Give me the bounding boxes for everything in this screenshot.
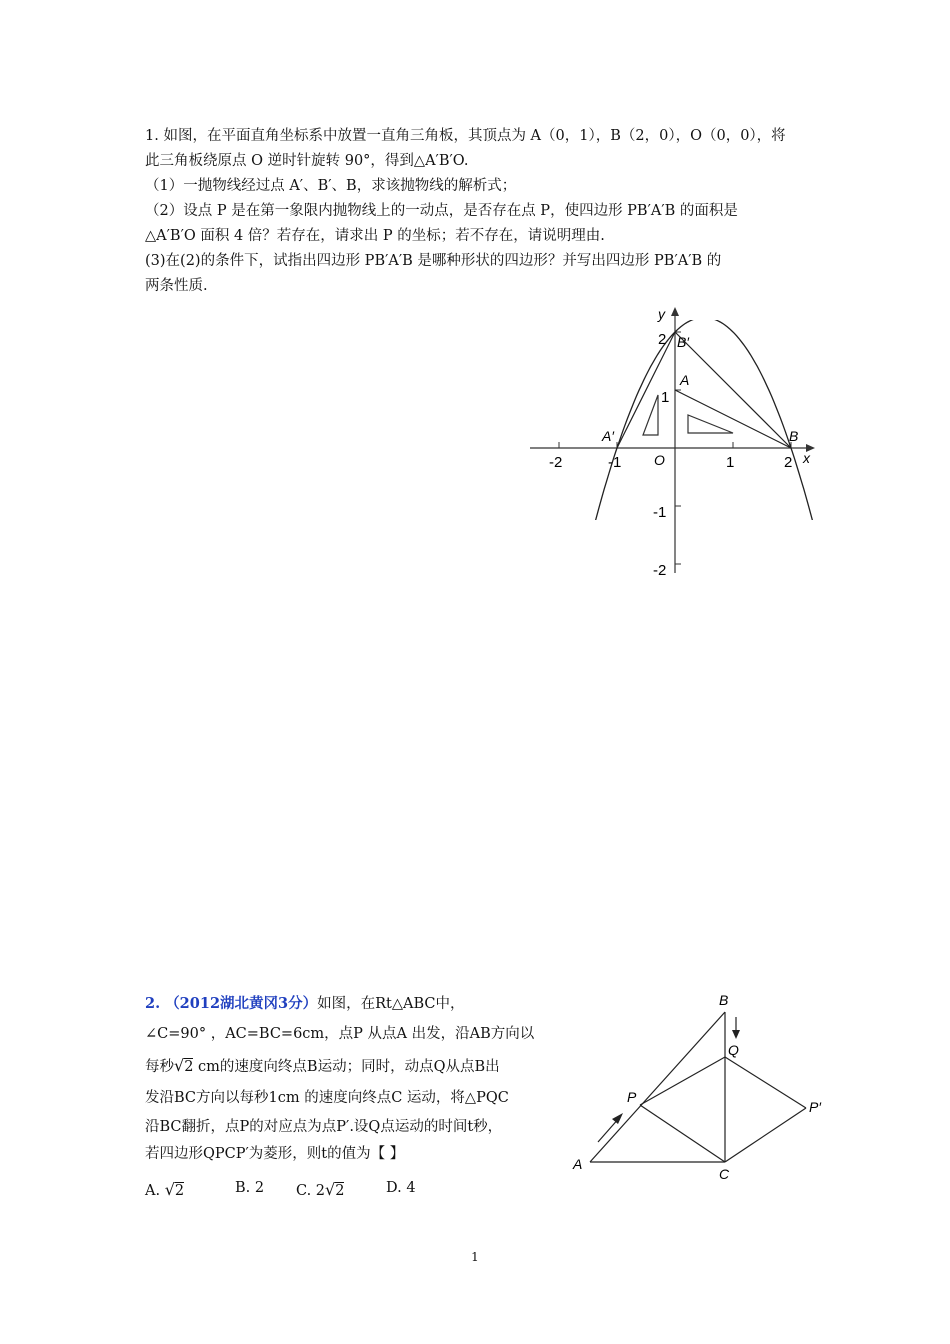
q2-source: 2. （2012湖北黄冈3分） — [145, 995, 318, 1012]
y-axis-label: y — [658, 306, 665, 322]
q2-line-3 — [145, 1056, 500, 1077]
choice-b: B. 2 — [235, 1180, 265, 1196]
label-a: A — [680, 372, 690, 388]
q1-part-2-cont: △A′B′O 面积 4 倍？若存在，请求出 P 的坐标；若不存在，请说明理由. — [145, 228, 605, 244]
q1-coordinate-figure — [525, 305, 825, 585]
q1-part-1: （1）一抛物线经过点 A′、B′、B，求该抛物线的解析式； — [145, 178, 517, 194]
y-tick-2: 2 — [658, 331, 667, 348]
small-triangle-right — [688, 415, 733, 433]
q1-part-2: （2）设点 P 是在第一象限内抛物线上的一动点，是否存在点 P，使四边形 PB′A′B 的面积是 — [145, 203, 738, 219]
q1-line-1: 1. 如图，在平面直角坐标系中放置一直角三角板，其顶点为 A（0，1），B（2，0），O（0，0），将 — [145, 128, 786, 144]
q1-line-2: 此三角板绕原点 O 逆时针旋转 90°，得到△A′B′O. — [145, 153, 469, 169]
x-axis-label: x — [803, 450, 810, 466]
label-A: A — [573, 1156, 583, 1172]
q2-line-3-b: cm的速度向终点B运动；同时，动点Q从点B出 — [198, 1059, 500, 1075]
y-tick-1: 1 — [661, 389, 670, 406]
q2-line-2: ∠C=90° ，AC=BC=6cm，点P 从点A 出发，沿AB方向以 — [145, 1026, 535, 1042]
q2-line-1-text: 如图，在Rt△ABC中， — [317, 996, 465, 1012]
q2-line-1 — [145, 994, 465, 1014]
origin-label: O — [654, 452, 665, 468]
q1-part-3-cont: 两条性质. — [145, 278, 208, 294]
label-b-prime: B′ — [677, 334, 689, 350]
label-b: B — [789, 428, 799, 444]
y-axis-arrow — [671, 307, 679, 316]
label-P-prime: P′ — [809, 1099, 821, 1115]
small-triangle-left — [643, 395, 658, 435]
x-tick-2: 2 — [784, 454, 793, 471]
y-tick-neg1: -1 — [653, 504, 667, 521]
q2-line-4: 发沿BC方向以每秒1cm 的速度向终点C 运动，将△PQC — [145, 1090, 509, 1106]
q1-part-3: (3)在(2)的条件下，试指出四边形 PB′A′B 是哪种形状的四边形？并写出四边形 PB′A′B 的 — [145, 253, 722, 269]
page-number: 1 — [471, 1250, 479, 1264]
q2-line-3-a: 每秒 — [145, 1059, 174, 1075]
x-tick-neg1: -1 — [608, 454, 622, 471]
q2-line-5: 沿BC翻折，点P的对应点为点P′.设Q点运动的时间t秒， — [145, 1119, 503, 1135]
label-C: C — [719, 1166, 730, 1182]
sqrt-2-speed: √2 — [174, 1056, 194, 1075]
x-tick-neg2: -2 — [549, 454, 563, 471]
choice-a: A. √2 — [145, 1180, 185, 1199]
y-tick-neg2: -2 — [653, 562, 667, 579]
label-Q: Q — [728, 1042, 739, 1058]
segment-b-prime-b — [675, 332, 791, 448]
x-tick-1: 1 — [726, 454, 735, 471]
q2-line-6: 若四边形QPCP′为菱形，则t的值为【 】 — [145, 1146, 405, 1162]
label-a-prime: A′ — [602, 428, 614, 444]
label-P: P — [627, 1089, 637, 1105]
choice-d: D. 4 — [386, 1180, 416, 1196]
q2-rhombus-figure — [568, 990, 838, 1190]
label-B: B — [719, 992, 729, 1008]
segment-a-b — [675, 390, 791, 448]
choice-c: C. 2√2 — [296, 1180, 345, 1199]
